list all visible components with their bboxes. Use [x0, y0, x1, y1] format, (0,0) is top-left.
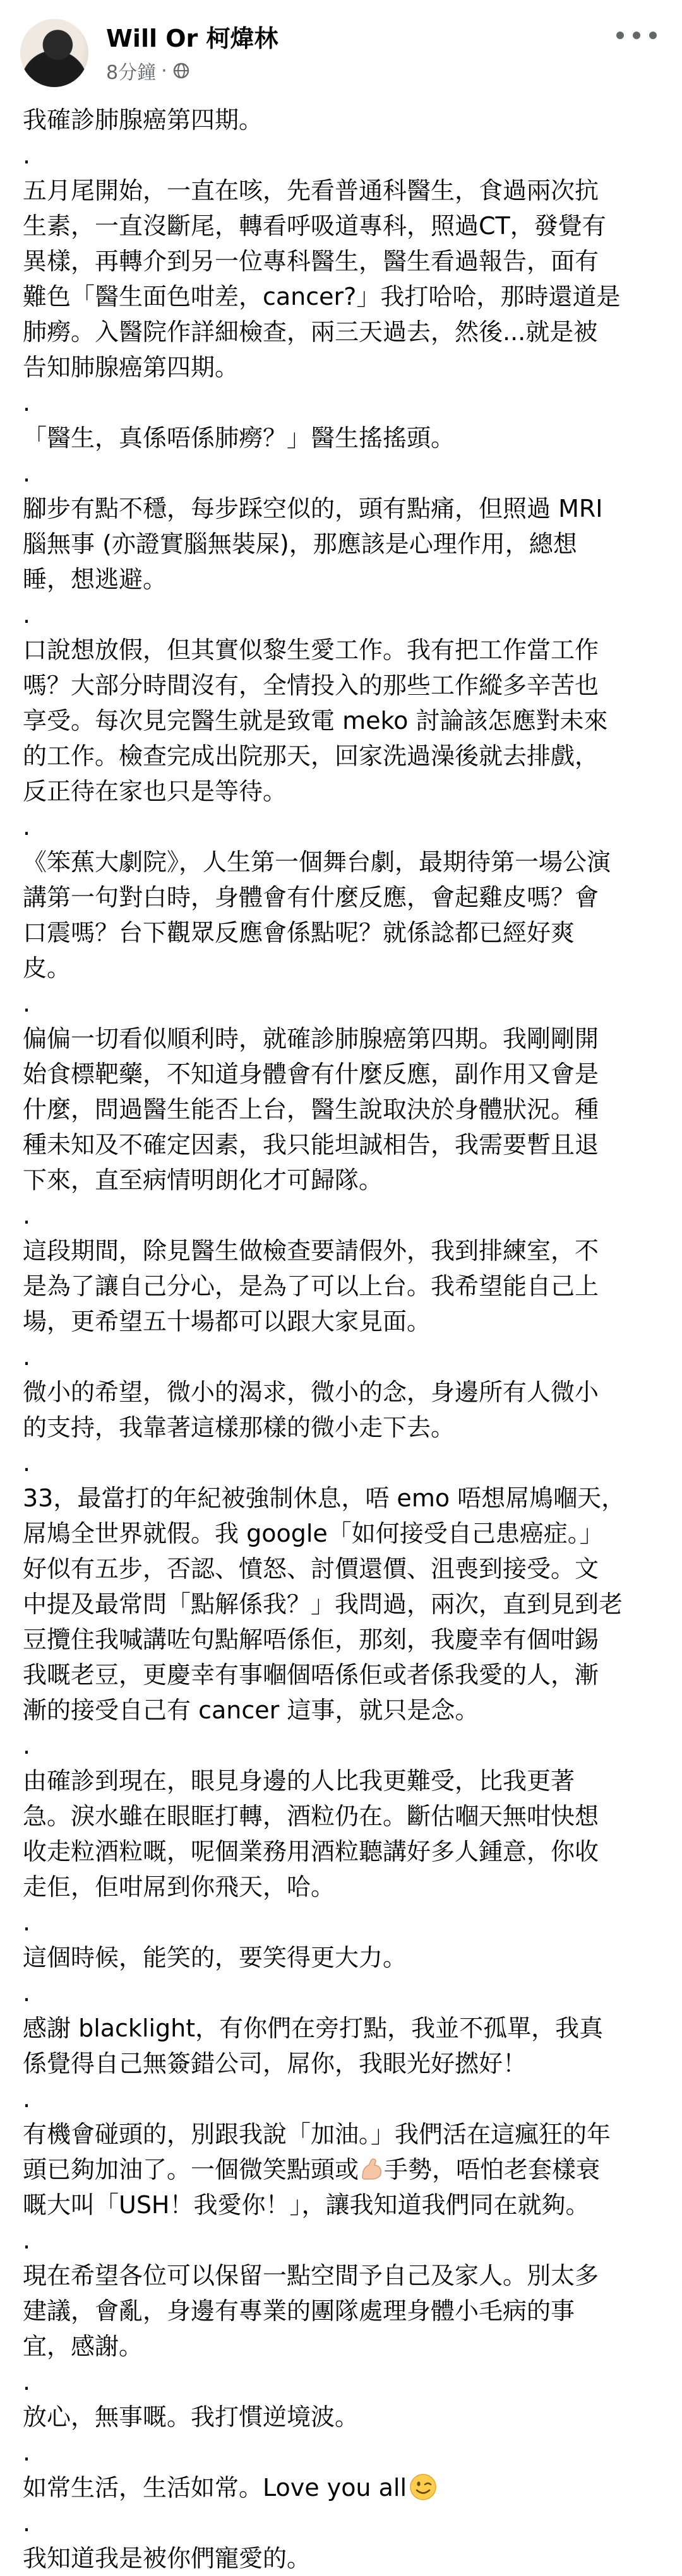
post-text: . — [23, 1202, 31, 1229]
post-text: 這個時候，能笑的，要笑得更大力。 — [23, 1944, 407, 1971]
post-text: 口震嗎？台下觀眾反應會係點呢？就係諗都已經好爽 — [23, 919, 575, 947]
post-text: 33，最當打的年紀被強制休息，唔 emo 唔想屌鳩嗰天， — [23, 1484, 626, 1512]
post-text: 是為了讓自己分心，是為了可以上台。我希望能自己上 — [23, 1272, 599, 1300]
post-text: 告知肺腺癌第四期。 — [23, 353, 239, 381]
post-text: 肺癆。入醫院作詳細檢查，兩三天過去，然後...就是被 — [23, 318, 598, 346]
post-text: 頭已夠加油了。一個微笑點頭或 — [23, 2156, 359, 2183]
post-text-line — [23, 950, 659, 986]
post-text: . — [23, 1449, 31, 1477]
post-text: 微小的希望，微小的渴求，微小的念，身邊所有人微小 — [23, 1378, 599, 1406]
post-text: 由確診到現在，眼見身邊的人比我更難受，比我更著 — [23, 1767, 575, 1795]
post-text: . — [23, 2509, 31, 2537]
post-text-line — [23, 1056, 659, 1092]
more-options-icon[interactable] — [616, 27, 657, 44]
post-text: 急。淚水雖在眼眶打轉，酒粒仍在。斷估嗰天無咁快想 — [23, 1802, 599, 1830]
post-text-line — [23, 1940, 659, 1975]
flexed-biceps-icon — [359, 2156, 384, 2182]
spacer-dot — [23, 1339, 659, 1374]
post-text: 什麼，問過醫生能否上台，醫生說取決於身體狀況。種 — [23, 1096, 599, 1123]
spacer-dot — [23, 1975, 659, 2011]
post-text-line — [23, 1374, 659, 1410]
post-text: 放心，無事嘅。我打慣逆境波。 — [23, 2403, 359, 2431]
post-text-line — [23, 102, 659, 138]
post-header — [0, 0, 682, 93]
post-text-line — [23, 2399, 659, 2435]
post-text-line — [23, 1586, 659, 1622]
post-text-line — [23, 632, 659, 668]
post-text-line — [23, 1127, 659, 1162]
post-text-line — [23, 2258, 659, 2293]
post-text-line — [23, 1799, 659, 1834]
post-text-line — [23, 208, 659, 244]
post-text: . — [23, 1732, 31, 1759]
post-text-line — [23, 2329, 659, 2364]
spacer-dot — [23, 385, 659, 420]
post-text: 嗎？大部分時間沒有，全情投入的那些工作縱多辛苦也 — [23, 671, 599, 699]
post-text-line — [23, 2152, 659, 2187]
avatar[interactable] — [20, 19, 88, 87]
post-text-line — [23, 1162, 659, 1198]
post-text: 生素，一直沒斷尾，轉看呼吸道專科，照過CT，發覺有 — [23, 212, 606, 240]
post-text: 我知道我是被你們寵愛的。 — [23, 2544, 311, 2572]
post-text: 屌鳩全世界就假。我 google「如何接受自己患癌症。」 — [23, 1520, 604, 1547]
post-text-line — [23, 915, 659, 950]
post-text-line — [23, 1410, 659, 1445]
post-text-line — [23, 774, 659, 809]
post-text-line — [23, 880, 659, 915]
post-text: 宜，感謝。 — [23, 2332, 143, 2360]
post-text-line — [23, 279, 659, 314]
post-text: . — [23, 990, 31, 1017]
post-text-line — [23, 2117, 659, 2152]
post-text: 現在希望各位可以保留一點空間予自己及家人。別太多 — [23, 2262, 599, 2289]
post-text: . — [23, 2438, 31, 2466]
post-text-line — [23, 844, 659, 880]
post-text-line — [23, 562, 659, 597]
post-text: . — [23, 2226, 31, 2254]
post-text: . — [23, 601, 31, 629]
post-text: . — [23, 813, 31, 841]
post-text: . — [23, 389, 31, 417]
post-text-line — [23, 1304, 659, 1339]
post-text-line — [23, 1480, 659, 1516]
post-text-line — [23, 2470, 659, 2505]
author-name[interactable]: Will Or 柯煒林 — [106, 25, 278, 52]
post-text: 我嘅老豆，更慶幸有事嗰個唔係佢或者係我愛的人，漸 — [23, 1661, 599, 1689]
spacer-dot — [23, 138, 659, 173]
post-text: 場，更希望五十場都可以跟大家見面。 — [23, 1308, 431, 1335]
post-text: . — [23, 1908, 31, 1936]
post-text: 享受。每次見完醫生就是致電 meko 討論該怎應對未來 — [23, 707, 608, 735]
post-text: 手勢，唔怕老套樣衰 — [384, 2156, 601, 2183]
post-text: 建議，會亂，身邊有專業的團隊處理身體小毛病的事 — [23, 2297, 575, 2325]
post-text: 皮。 — [23, 954, 71, 982]
post-text: . — [23, 2085, 31, 2113]
post-text-line — [23, 2293, 659, 2329]
post-text: 難色「醫生面色咁差，cancer?」我打哈哈，那時還道是 — [23, 283, 621, 310]
post-body — [23, 102, 659, 2576]
post-text: 我確診肺腺癌第四期。 — [23, 106, 263, 134]
spacer-dot — [23, 2081, 659, 2117]
post-text: 腳步有點不穩，每步踩空似的，頭有點痛，但照過 MRI — [23, 495, 603, 523]
post-text: 《笨蕉大劇院》，人生第一個舞台劇，最期待第一場公演 — [23, 848, 611, 876]
post-text-line — [23, 491, 659, 526]
post-text: . — [23, 2368, 31, 2396]
post-time[interactable]: 8分鐘 — [106, 62, 157, 84]
post-text: 異樣，再轉介到另一位專科醫生，醫生看過報告，面有 — [23, 247, 599, 275]
post-text: . — [23, 141, 31, 169]
post-text-line — [23, 1657, 659, 1693]
post-text: 的工作。檢查完成出院那天，回家洗過澡後就去排戲， — [23, 742, 599, 770]
post-text-line — [23, 703, 659, 738]
post-text: 有機會碰頭的，別跟我說「加油。」我們活在這瘋狂的年 — [23, 2120, 611, 2148]
post-text: 的支持，我靠著這樣那樣的微小走下去。 — [23, 1414, 455, 1441]
spacer-dot — [23, 1905, 659, 1940]
spacer-dot — [23, 2364, 659, 2399]
post-text-line — [23, 2187, 659, 2223]
spacer-dot — [23, 2435, 659, 2470]
post-text: . — [23, 1979, 31, 2007]
globe-icon[interactable] — [172, 62, 190, 80]
post-text-line — [23, 1693, 659, 1728]
post-text-line — [23, 2541, 659, 2576]
post-text: 種未知及不確定因素，我只能坦誠相告，我需要暫且退 — [23, 1131, 599, 1159]
meta-separator: · — [161, 59, 167, 82]
spacer-dot — [23, 1198, 659, 1233]
spacer-dot — [23, 2505, 659, 2541]
spacer-dot — [23, 1728, 659, 1763]
post-text-line — [23, 1268, 659, 1304]
post-text: 好似有五步，否認、憤怒、討價還價、沮喪到接受。文 — [23, 1555, 599, 1583]
post-text-line — [23, 420, 659, 456]
winking-face-icon — [409, 2473, 437, 2501]
post-text-line — [23, 314, 659, 350]
spacer-dot — [23, 809, 659, 844]
post-text-line — [23, 2011, 659, 2046]
post-meta — [106, 57, 190, 85]
spacer-dot — [23, 2223, 659, 2258]
post-text: 反正待在家也只是等待。 — [23, 777, 287, 805]
post-text: 如常生活，生活如常。Love you all — [23, 2474, 407, 2502]
post-text: 豆攬住我喊講咗句點解唔係佢，那刻，我慶幸有個咁錫 — [23, 1626, 599, 1653]
post-text-line — [23, 1021, 659, 1056]
post-text-line — [23, 1622, 659, 1657]
post-text: 睡，想逃避。 — [23, 565, 167, 593]
post-text-line — [23, 1551, 659, 1586]
spacer-dot — [23, 456, 659, 491]
post-text-line — [23, 1092, 659, 1127]
post-text: 五月尾開始，一直在咳，先看普通科醫生，食過兩次抗 — [23, 177, 599, 204]
spacer-dot — [23, 986, 659, 1021]
post-text-line — [23, 1233, 659, 1268]
post-text: 「醫生，真係唔係肺癆？」醫生搖搖頭。 — [23, 424, 455, 452]
post-text: 偏偏一切看似順利時，就確診肺腺癌第四期。我剛剛開 — [23, 1025, 599, 1053]
post-text: 感謝 blacklight，有你們在旁打點，我並不孤單，我真 — [23, 2014, 604, 2042]
post-text: . — [23, 1343, 31, 1371]
post-text-line — [23, 1516, 659, 1551]
post-text-line — [23, 173, 659, 208]
post-text: 嘅大叫「USH！我愛你！」，讓我知道我們同在就夠。 — [23, 2191, 590, 2219]
post-text-line — [23, 668, 659, 703]
post-text: 下來，直至病情明朗化才可歸隊。 — [23, 1166, 383, 1194]
post-text: 走佢，佢咁屌到你飛天，哈。 — [23, 1873, 335, 1901]
spacer-dot — [23, 1445, 659, 1480]
post-text: 收走粒酒粒嘅，呢個業務用酒粒聽講好多人鍾意，你收 — [23, 1838, 599, 1865]
post-text-line — [23, 2046, 659, 2081]
post-text: 講第一句對白時，身體會有什麼反應，會起雞皮嗎？會 — [23, 883, 599, 911]
post-text: . — [23, 459, 31, 487]
post-text-line — [23, 738, 659, 774]
post-text-line — [23, 1763, 659, 1799]
post-text: 這段期間，除見醫生做檢查要請假外，我到排練室，不 — [23, 1237, 599, 1265]
post-text-line — [23, 1834, 659, 1869]
post-text: 始食標靶藥，不知道身體會有什麼反應，副作用又會是 — [23, 1060, 599, 1088]
post-text: 係覺得自己無簽錯公司，屌你，我眼光好撚好！ — [23, 2050, 527, 2077]
post-text-line — [23, 350, 659, 385]
spacer-dot — [23, 597, 659, 632]
post-text-line — [23, 526, 659, 562]
post-text: 腦無事 (亦證實腦無裝屎)，那應該是心理作用，總想 — [23, 530, 577, 558]
post-text-line — [23, 244, 659, 279]
post-text: 口說想放假，但其實似黎生愛工作。我有把工作當工作 — [23, 636, 599, 664]
post-text: 漸的接受自己有 cancer 這事，就只是念。 — [23, 1696, 479, 1724]
post-text-line — [23, 1869, 659, 1905]
post-text: 中提及最常問「點解係我？」我問過，兩次，直到見到老 — [23, 1590, 623, 1618]
